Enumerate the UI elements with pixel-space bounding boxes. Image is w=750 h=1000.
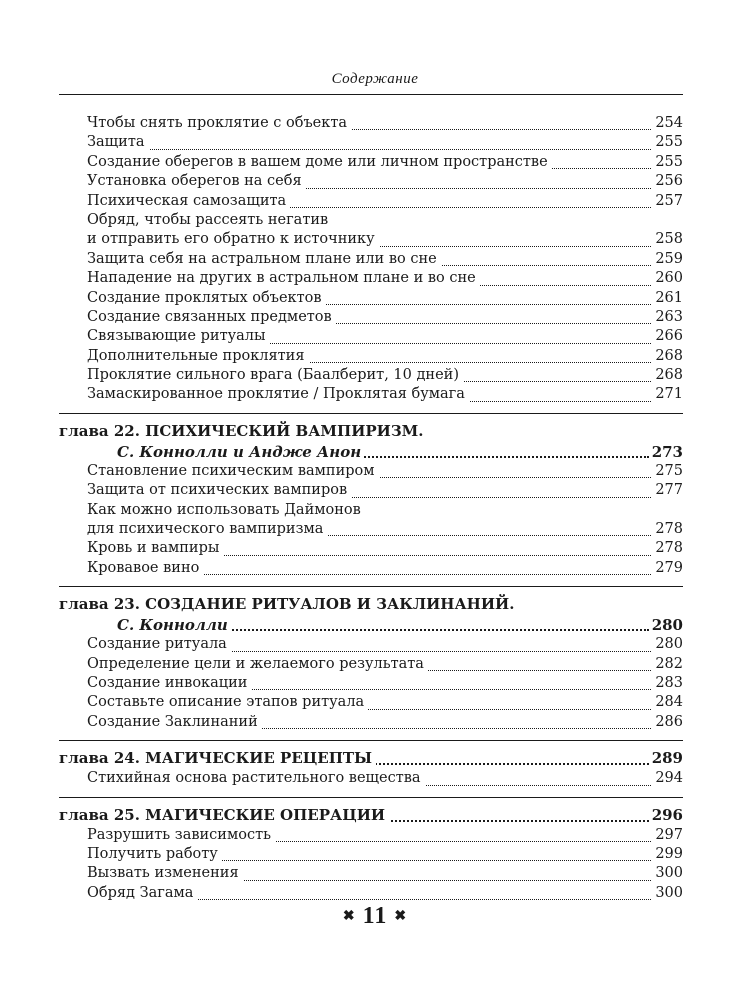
toc-entry-title: Создание связанных предметов [87,308,336,327]
toc-entry [59,308,683,327]
toc-entry-title: Нападение на других в астральном плане и во сне [87,269,480,288]
toc-entry-title: Связывающие ритуалы [87,327,270,346]
toc-entry-page: 275 [652,462,683,481]
chapter-page: 273 [649,442,683,462]
toc-entry-page: 283 [652,674,683,693]
toc-entry-page: 278 [652,520,683,539]
chapter-page: 280 [649,615,683,635]
chapter-title: глава 25. МАГИЧЕСКИЕ ОПЕРАЦИИ [59,804,389,826]
header-rule [59,94,683,95]
chapter-author: С. Коннолли и Андже Анон [117,442,364,462]
toc-entry-page: 259 [652,250,683,269]
toc-entry [59,713,683,732]
toc-entry-page: 297 [652,826,683,845]
chapter-author-row [59,442,683,462]
chapter-heading [59,420,683,442]
toc-entry-title: Определение цели и желаемого результата [87,655,428,674]
chapter-heading [59,747,683,769]
toc-entry [59,327,683,346]
chapter-block [59,413,683,578]
toc-entry-page: 260 [652,269,683,288]
page-number [0,903,750,930]
chapter-page: 296 [649,804,683,826]
toc-entry [59,114,683,133]
toc-entry-page: 258 [652,230,683,249]
folio-number: 11 [362,903,388,929]
toc-entry-title: Обряд, чтобы рассеять негатив [87,211,332,230]
toc-entry [59,250,683,269]
toc-entry [59,635,683,654]
toc-entry [59,559,683,578]
chapter-heading [59,593,683,615]
toc-entry-title: Создание инвокации [87,674,251,693]
table-of-contents [59,114,683,903]
toc-entry [59,481,683,500]
toc-entry-page: 255 [652,133,683,152]
toc-entry-title: Вызвать изменения [87,864,243,883]
chapter-block [59,740,683,788]
toc-entry [59,884,683,903]
toc-entry-page: 279 [652,559,683,578]
chapter-author-row [59,615,683,635]
chapter-author: С. Коннолли [117,615,231,635]
toc-entry [59,674,683,693]
toc-entry-page: 294 [652,769,683,788]
chapter-title: глава 22. ПСИХИЧЕСКИЙ ВАМПИРИЗМ. [59,420,427,442]
toc-entry-title: Как можно использовать Даймонов [87,501,365,520]
toc-entry-title: Установка оберегов на себя [87,172,306,191]
toc-entry-page: 255 [652,153,683,172]
dot-leader [87,149,653,150]
toc-entry-title: Защита от психических вампиров [87,481,351,500]
toc-entry [59,347,683,366]
running-title: Содержание [331,71,419,87]
toc-entry [59,769,683,788]
chapter-page: 289 [649,747,683,769]
toc-entry-page: 254 [652,114,683,133]
toc-entry-title: Кровь и вампиры [87,539,223,558]
ornament-right-icon: ✖ [394,909,408,924]
toc-entry-page: 300 [652,884,683,903]
toc-entry [59,192,683,211]
chapter-heading [59,804,683,826]
toc-entry-page: 282 [652,655,683,674]
toc-entry-title: Дополнительные проклятия [87,347,309,366]
toc-entry [59,864,683,883]
toc-entry-title: Разрушить зависимость [87,826,275,845]
toc-entry-page: 280 [652,635,683,654]
toc-entry-title: Защита [87,133,149,152]
toc-entry-page: 263 [652,308,683,327]
toc-entry-title: Обряд Загама [87,884,197,903]
toc-entry [59,501,683,520]
chapter-title: глава 24. МАГИЧЕСКИЕ РЕЦЕПТЫ [59,747,376,769]
toc-entry-page: 300 [652,864,683,883]
toc-entry [59,230,683,249]
toc-entry-page: 268 [652,366,683,385]
toc-entry-page: 271 [652,385,683,404]
toc-entry-page: 268 [652,347,683,366]
toc-entry [59,211,683,230]
toc-entry-title: Чтобы снять проклятие с объекта [87,114,351,133]
toc-entry-page: 286 [652,713,683,732]
toc-entry-title: Создание проклятых объектов [87,289,326,308]
toc-entry [59,655,683,674]
toc-entry-title: Создание ритуала [87,635,231,654]
toc-entry-title: Стихийная основа растительного вещества [87,769,425,788]
toc-entry [59,693,683,712]
toc-entry-title: Замаскированное проклятие / Проклятая бумага [87,385,469,404]
toc-entry-title: Создание оберегов в вашем доме или личном пространстве [87,153,552,172]
toc-entry [59,462,683,481]
toc-entry-page: 278 [652,539,683,558]
toc-entry [59,172,683,191]
toc-entry [59,539,683,558]
toc-entry [59,826,683,845]
toc-entry-page: 277 [652,481,683,500]
toc-entry [59,269,683,288]
toc-entry-page: 261 [652,289,683,308]
toc-entry-title: Становление психическим вампиром [87,462,379,481]
toc-entry-title: для психического вампиризма [87,520,327,539]
toc-entry-title: Проклятие сильного врага (Баалберит, 10 дней) [87,366,463,385]
toc-entry-title: Кровавое вино [87,559,203,578]
chapter-title: глава 23. СОЗДАНИЕ РИТУАЛОВ И ЗАКЛИНАНИЙ. [59,593,518,615]
toc-entry [59,845,683,864]
toc-entry-page: 299 [652,845,683,864]
toc-entry-title: Создание Заклинаний [87,713,262,732]
toc-entry-page: 257 [652,192,683,211]
ornament-left-icon: ✖ [342,909,356,924]
toc-entry [59,520,683,539]
toc-entry-page: 256 [652,172,683,191]
chapter-block [59,797,683,904]
toc-entry [59,366,683,385]
toc-entry-title: Защита себя на астральном плане или во сне [87,250,441,269]
toc-entry-title: Составьте описание этапов ритуала [87,693,368,712]
toc-entry-title: Получить работу [87,845,222,864]
toc-entry [59,289,683,308]
toc-entry [59,133,683,152]
toc-entry-page: 284 [652,693,683,712]
chapter-block [59,586,683,732]
toc-entry-page: 266 [652,327,683,346]
toc-entry [59,153,683,172]
toc-entry-title: и отправить его обратно к источнику [87,230,379,249]
toc-entry-title: Психическая самозащита [87,192,290,211]
toc-entry [59,385,683,404]
